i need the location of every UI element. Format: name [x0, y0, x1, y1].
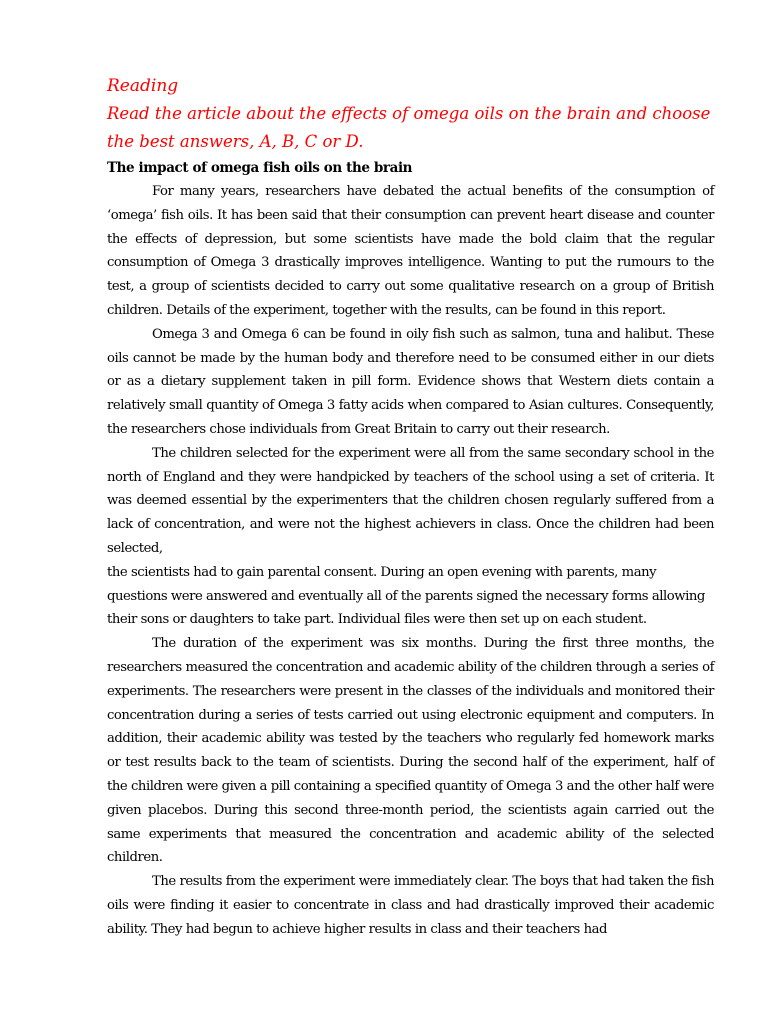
article-paragraph-1: For many years, researchers have debated the actual benefits of the consumption of ‘omega’ fish oils. It has been said that their consumption can prevent heart disease and counter the effects of depression, but some scientists have made the bold claim that the regular consumption of Omega 3 drastically improves intelligence. Wanting to put the rumours to the test, a group of scientists decided to carry out some qualitative research on a group of British children. Details of the experiment, together with the results, can be found in this report. [107, 184, 714, 318]
article-paragraph-4: The duration of the experiment was six months. During the first three months, the researchers measured the concentration and academic ability of the children through a series of experiments. The researchers were present in the classes of the individuals and monitored their concentration during a series of tests carried out using electronic equipment and computers. In addition, their academic ability was tested by the teachers who regularly fed homework marks or test results back to the team of scientists. During the second half of the experiment, half of the children were given a pill containing a specified quantity of Omega 3 and the other half were given placebos. During this second three-month period, the scientists again carried out the same experiments that measured the concentration and academic ability of the selected children. [107, 636, 714, 866]
task-instruction: Read the article about the effects of omega oils on the brain and choose the best answers, A, B, C or D. [107, 104, 711, 151]
article-paragraph-5: The results from the experiment were immediately clear. The boys that had taken the fish oils were finding it easier to concentrate in class and had drastically improved their academic ability. They had begun to achieve higher results in class and their teachers had [107, 874, 714, 937]
article-paragraph-3: The children selected for the experiment were all from the same secondary school in the north of England and they were handpicked by teachers of the school using a set of criteria. It was deemed essential by the experimenters that the children chosen regularly suffered from a lack of concentration, and were not the highest achievers in class. Once the children had been selected, [107, 445, 714, 556]
article-paragraph-3-continued: the scientists had to gain parental consent. During an open evening with parents, many questions were answered and eventually all of the parents signed the necessary forms allowing their sons or daughters to take part. Individual files were then set up on each student. [107, 564, 705, 628]
document-page [107, 72, 714, 942]
article-paragraph-2: Omega 3 and Omega 6 can be found in oily fish such as salmon, tuna and halibut. These oils cannot be made by the human body and therefore need to be consumed either in our diets or as a dietary supplement taken in pill form. Evidence shows that Western diets contain a relatively small quantity of Omega 3 fatty acids when compared to Asian cultures. Consequently, the researchers chose individuals from Great Britain to carry out their research. [107, 326, 714, 437]
section-label: Reading [107, 76, 179, 96]
article-title: The impact of omega fish oils on the brain [107, 160, 413, 176]
